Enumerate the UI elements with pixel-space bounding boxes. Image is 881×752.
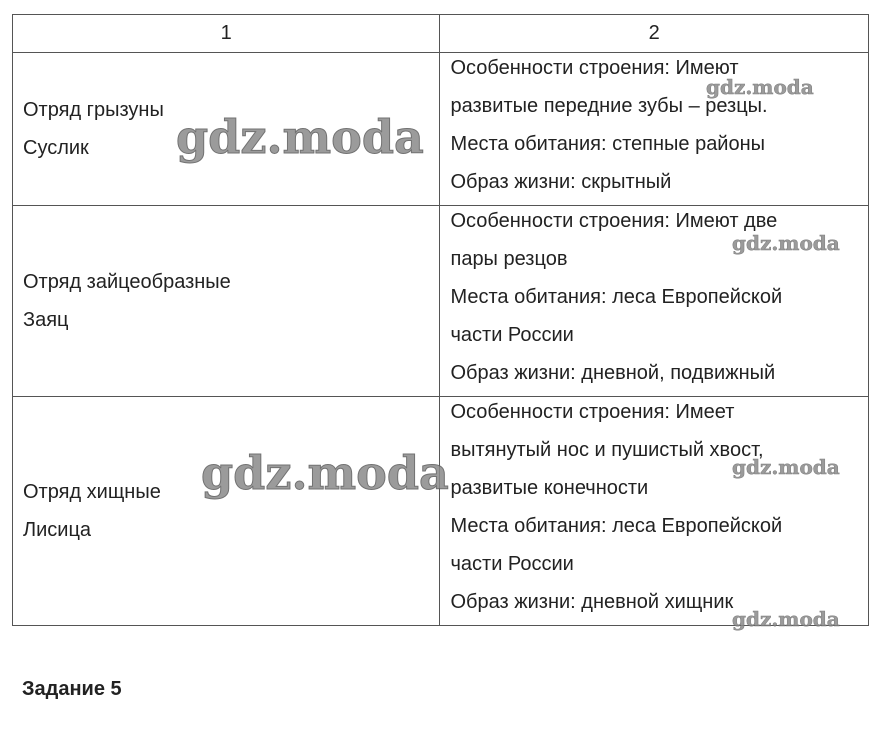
- description-line: Особенности строения: Имеют: [450, 57, 739, 79]
- description-line: развитые конечности: [450, 477, 649, 499]
- order-cell: [13, 206, 440, 397]
- order-name: Отряд хищные: [23, 481, 161, 503]
- description-line: Особенности строения: Имеет: [450, 401, 735, 423]
- description-line: Места обитания: леса Европейской: [450, 515, 783, 537]
- description-cell: [440, 397, 869, 626]
- order-name: Отряд грызуны: [23, 99, 164, 121]
- animal-name: Заяц: [23, 309, 69, 331]
- description-line: Места обитания: степные районы: [450, 133, 766, 155]
- description-line: вытянутый нос и пушистый хвост,: [450, 439, 764, 461]
- watermark: gdz.moda: [732, 231, 840, 255]
- table-header-row: [13, 15, 869, 53]
- description-line: развитые передние зубы – резцы.: [450, 95, 768, 117]
- task-title: Задание 5: [22, 678, 122, 700]
- description-line: Образ жизни: скрытный: [450, 171, 672, 193]
- order-name: Отряд зайцеобразные: [23, 271, 231, 293]
- watermark: gdz.moda: [176, 110, 424, 164]
- description-line: пары резцов: [450, 248, 568, 270]
- description-line: Места обитания: леса Европейской: [450, 286, 783, 308]
- watermark: gdz.moda: [732, 455, 840, 479]
- animals-table: [12, 14, 869, 626]
- order-cell: [13, 397, 440, 626]
- column-header-1: 1: [13, 15, 440, 53]
- watermark: gdz.moda: [201, 446, 449, 500]
- watermark: gdz.moda: [732, 607, 840, 631]
- column-header-2: 2: [440, 15, 869, 53]
- table-row: [13, 397, 869, 626]
- description-line: части России: [450, 553, 574, 575]
- animal-name: Суслик: [23, 137, 89, 159]
- description-line: части России: [450, 324, 574, 346]
- animal-name: Лисица: [23, 519, 92, 541]
- description-line: Образ жизни: дневной хищник: [450, 591, 734, 613]
- watermark: gdz.moda: [706, 75, 814, 99]
- description-line: Образ жизни: дневной, подвижный: [450, 362, 776, 384]
- description-line: Особенности строения: Имеют две: [450, 210, 778, 232]
